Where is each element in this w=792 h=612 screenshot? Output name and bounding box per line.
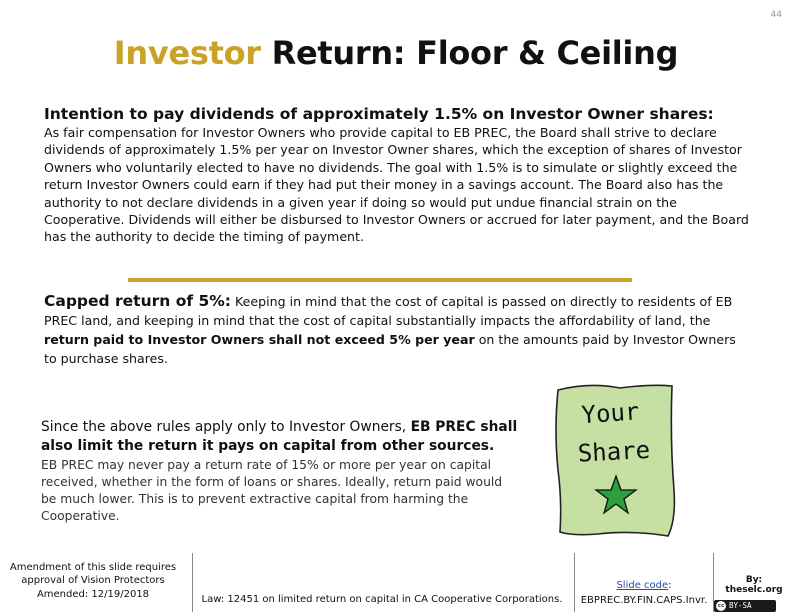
gold-divider [128, 278, 632, 282]
amend-line-1: Amendment of this slide requires [9, 562, 177, 573]
license-label: BY-SA [729, 601, 752, 610]
other-sources-body: EB PREC may never pay a return rate of 15% or more per year on capital received, whether in the form of loans or shares. Ideally, return paid would be much lower. This is to prevent extractive capital from harming the Cooperative. [41, 458, 503, 523]
ceiling-section [44, 292, 744, 368]
ceiling-bold-text: return paid to Investor Owners shall not exceed 5% per year [44, 332, 475, 347]
law-reference: Law: 12451 on limited return on capital in CA Cooperative Corporations. [201, 594, 563, 605]
lead-text-2: limit the return it pays on capital from other sources. [72, 437, 495, 454]
lead-bold: EB PREC shall also [41, 419, 518, 454]
footer-divider [574, 553, 575, 612]
amend-line-3: Amended: 12/19/2018 [36, 588, 150, 600]
other-sources-lead [41, 418, 519, 455]
cc-icon: cc [717, 603, 725, 609]
slide-code-block [576, 578, 712, 608]
slide-code-value: EBPREC.BY.FIN.CAPS.Invr. [580, 595, 708, 606]
other-sources-section [41, 418, 519, 525]
amendment-note [0, 561, 186, 601]
floor-section [44, 104, 756, 246]
slide-code-colon: : [668, 580, 672, 591]
slide-title [0, 34, 792, 72]
your-share-illustration [550, 380, 682, 540]
floor-heading: Intention to pay dividends of approximately 1.5% on Investor Owner shares: [44, 105, 714, 123]
byline: By: theselc.org [725, 575, 783, 595]
ceiling-heading: Capped return of 5%: [44, 292, 232, 310]
slide-footer [0, 553, 792, 612]
ceiling-text-2: on the amounts paid by Investor Owners to purchase shares. [44, 332, 736, 366]
share-text-your: Your [580, 397, 641, 430]
amend-line-2: approval of Vision Protectors [21, 575, 165, 587]
lead-text-1: Since the above rules apply only to Investor Owners, [41, 419, 411, 435]
share-text-share: Share [577, 435, 651, 468]
ceiling-text-1: Keeping in mind that the cost of capital is passed on directly to residents of EB PREC land, and keeping in mind that the cost of capital substantially impacts the affordability of land, the [44, 294, 733, 328]
floor-body: As fair compensation for Investor Owners who provide capital to EB PREC, the Board shall strive to declare dividends of approximately 1.5% per year on Investor Owner shares, which the exception of shares of Investor Owners who voluntarily elected to have no dividends. The goal with 1.5% is to simulate or slightly exceed the return Investor Owners could earn if they had put their money in a savings account. The Board also has the authority to not declare dividends in a given year if doing so would put undue financial strain on the Cooperative. Dividends will either be disbursed to Investor Owners or accrued for later payment, and the Board has the authority to decide the timing of payment. [44, 125, 749, 245]
cc-license-badge[interactable] [714, 600, 776, 612]
page-number: 44 [770, 10, 782, 20]
footer-divider [192, 553, 193, 612]
title-accent: Investor [113, 34, 261, 72]
slide-code-link[interactable]: Slide code [616, 580, 669, 591]
title-rest: Return: Floor & Ceiling [271, 34, 679, 72]
